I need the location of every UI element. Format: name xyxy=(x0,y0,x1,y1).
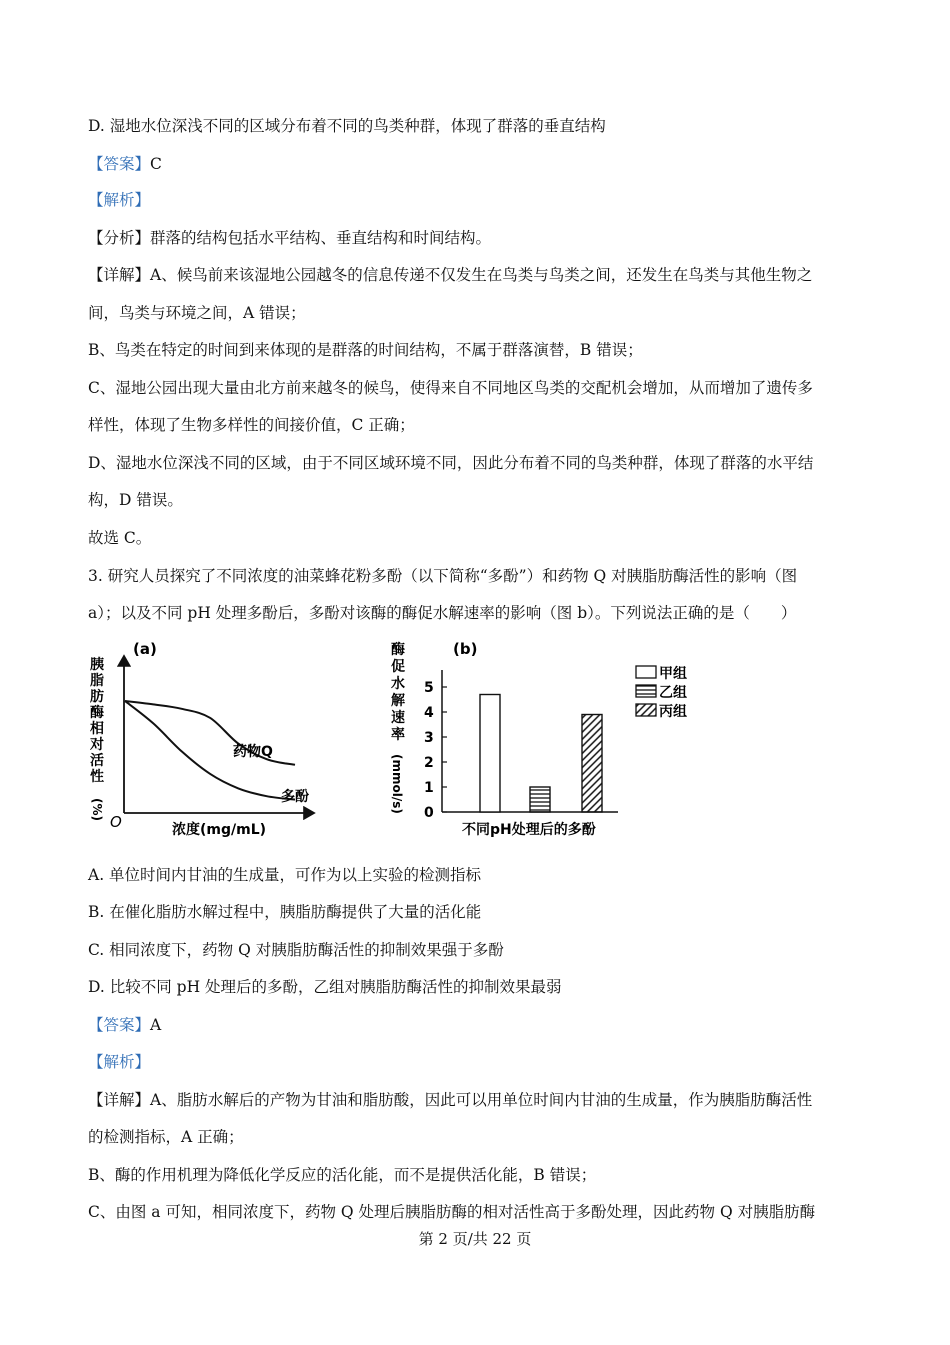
chart-a-ylabel-unit: (%) xyxy=(90,798,104,821)
legend-swatch xyxy=(636,685,656,697)
detail-a-line2: 间，鸟类与环境之间，A 错误； xyxy=(88,304,306,322)
chart-b-tick-label: 0 xyxy=(424,805,434,821)
chart-b-legend xyxy=(636,665,687,720)
analysis2-heading: 【解析】 xyxy=(88,1053,151,1071)
chart-a-ylabel-char: 相 xyxy=(90,721,104,737)
chart-b-ylabel xyxy=(390,641,406,814)
detail2-a-line1 xyxy=(88,1090,812,1110)
answer2-line xyxy=(88,1015,161,1035)
chart-b-ylabel-char: 解 xyxy=(391,693,405,709)
chart-a-ylabel xyxy=(89,656,105,821)
detail-b-line: B、鸟类在特定的时间到来体现的是群落的时间结构，不属于群落演替，B 错误； xyxy=(88,341,643,359)
chart-b-tick-label: 4 xyxy=(424,705,434,721)
detail-a-text: A、候鸟前来该湿地公园越冬的信息传递不仅发生在鸟类与鸟类之间，还发生在鸟类与其他生物之 xyxy=(150,266,813,284)
answer-value: C xyxy=(150,155,162,173)
chart-b-ylabel-unit: (mmol/s) xyxy=(390,754,404,814)
chart-a-ylabel-char: 活 xyxy=(90,753,104,769)
detail-d-line2: 构，D 错误。 xyxy=(88,491,183,509)
chart-b-ylabel-char: 率 xyxy=(391,727,405,743)
chart-b-ylabel-char: 水 xyxy=(391,676,405,692)
detail-a-line1 xyxy=(88,265,812,285)
chart-b-tick-label: 2 xyxy=(424,755,434,771)
page-footer: 第 2 页/共 22 页 xyxy=(418,1230,532,1248)
figure-a-b xyxy=(88,636,708,846)
detail-c-line2: 样性，体现了生物多样性的间接价值，C 正确； xyxy=(88,416,415,434)
bar-yi xyxy=(530,787,550,812)
bar-bing xyxy=(582,715,602,813)
chart-b-tick-label: 5 xyxy=(424,680,434,696)
conclusion-line: 故选 C。 xyxy=(88,529,152,547)
chart-b xyxy=(390,640,687,838)
detail2-a-line2: 的检测指标，A 正确； xyxy=(88,1128,244,1146)
option-b: B. 在催化脂肪水解过程中，胰脂肪酶提供了大量的活化能 xyxy=(88,903,482,921)
answer-tag: 【答案】 xyxy=(88,155,151,173)
detail-d-line1: D、湿地水位深浅不同的区域，由于不同区域环境不同，因此分布着不同的鸟类种群，体现了群落的水平结 xyxy=(88,454,814,472)
question3-line2: a）；以及不同 pH 处理多酚后，多酚对该酶的酶促水解速率的影响（图 b）。下列说法正确的是（ ） xyxy=(88,604,797,622)
chart-a-title: (a) xyxy=(133,640,157,658)
option-d: D. 比较不同 pH 处理后的多酚，乙组对胰脂肪酶活性的抑制效果最弱 xyxy=(88,978,562,996)
chart-b-tick-label: 1 xyxy=(424,780,434,796)
legend-label: 甲组 xyxy=(659,666,687,682)
answer-line xyxy=(88,154,162,174)
chart-a-origin: O xyxy=(110,813,122,831)
detail-tag: 【详解】 xyxy=(88,266,151,284)
bar-jia xyxy=(480,695,500,813)
chart-b-ylabel-char: 促 xyxy=(391,659,405,675)
series-label-drug-q: 药物Q xyxy=(233,744,273,760)
analysis-heading: 【解析】 xyxy=(88,191,151,209)
fenxi-tag: 【分析】 xyxy=(88,229,151,247)
fenxi-text: 群落的结构包括水平结构、垂直结构和时间结构。 xyxy=(150,229,492,247)
chart-b-bars xyxy=(480,695,602,813)
legend-label: 乙组 xyxy=(659,685,687,701)
detail2-c-line: C、由图 a 可知，相同浓度下，药物 Q 处理后胰脂肪酶的相对活性高于多酚处理，因此药物 Q 对胰脂肪酶 xyxy=(88,1203,816,1221)
chart-a-ylabel-char: 酶 xyxy=(90,705,104,721)
legend-label: 丙组 xyxy=(659,704,687,720)
chart-b-ylabel-char: 酶 xyxy=(391,642,405,658)
answer2-value: A xyxy=(150,1016,162,1034)
chart-b-tick-label: 3 xyxy=(424,730,434,746)
detail2-b-line: B、酶的作用机理为降低化学反应的活化能，而不是提供活化能，B 错误； xyxy=(88,1166,597,1184)
chart-a-ylabel-char: 脂 xyxy=(90,673,104,689)
fenxi-line xyxy=(88,228,491,248)
chart-a xyxy=(89,640,314,838)
detail2-tag: 【详解】 xyxy=(88,1091,151,1109)
option-d-text: D. 湿地水位深浅不同的区域分布着不同的鸟类种群，体现了群落的垂直结构 xyxy=(88,117,606,135)
question3-line1: 3. 研究人员探究了不同浓度的油菜蜂花粉多酚（以下简称“多酚”）和药物 Q 对胰脂肪酶活性的影响（图 xyxy=(88,567,798,585)
chart-b-xlabel: 不同pH处理后的多酚 xyxy=(462,822,596,838)
chart-a-ylabel-char: 性 xyxy=(90,769,104,785)
chart-b-ylabel-char: 速 xyxy=(391,710,405,726)
answer2-tag: 【答案】 xyxy=(88,1016,151,1034)
chart-b-title: (b) xyxy=(453,640,478,658)
detail-c-line1: C、湿地公园出现大量由北方前来越冬的候鸟，使得来自不同地区鸟类的交配机会增加，从而增加了遗传多 xyxy=(88,379,813,397)
chart-a-ylabel-char: 对 xyxy=(90,737,104,753)
detail2-a-text: A、脂肪水解后的产物为甘油和脂肪酸，因此可以用单位时间内甘油的生成量，作为胰脂肪酶活性 xyxy=(150,1091,813,1109)
chart-a-xlabel: 浓度(mg/mL) xyxy=(172,822,267,838)
option-c: C. 相同浓度下，药物 Q 对胰脂肪酶活性的抑制效果强于多酚 xyxy=(88,941,504,959)
chart-a-ylabel-char: 肪 xyxy=(90,689,104,705)
option-a: A. 单位时间内甘油的生成量，可作为以上实验的检测指标 xyxy=(88,866,482,884)
chart-b-ticks xyxy=(424,680,447,821)
chart-a-ylabel-char: 胰 xyxy=(90,657,104,673)
legend-swatch xyxy=(636,704,656,716)
series-label-polyphenol: 多酚 xyxy=(281,789,309,805)
legend-swatch xyxy=(636,666,656,678)
